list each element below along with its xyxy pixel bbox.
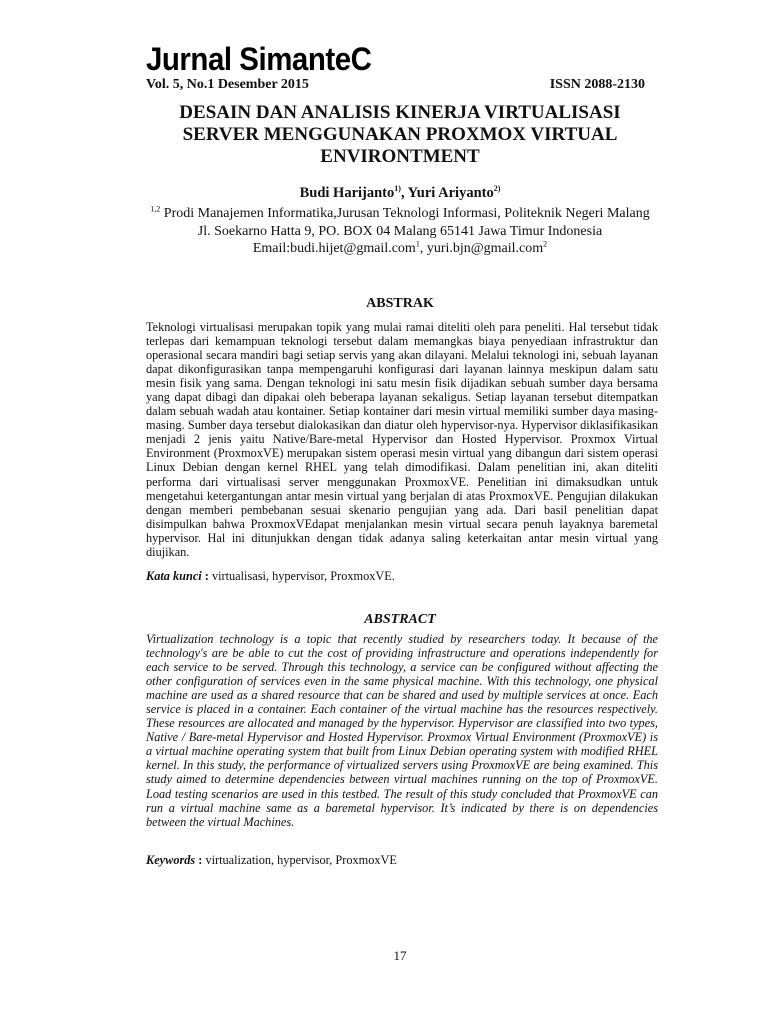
keywords-label: Keywords bbox=[146, 853, 196, 867]
affiliation-superscript: 1,2 bbox=[150, 204, 161, 214]
abstrak-body: Teknologi virtualisasi merupakan topik yang mulai ramai diteliti oleh para peneliti. Hal tersebut tidak terlepas dari kemampuan teknologi tersebut dalam memangkas biaya penyediaan infrastruktur dan operasional secara mandiri bagi setiap servis yang akan dilayani. Melalui teknologi ini, sebuah layanan dapat dikonfigurasikan tanpa mempengaruhi konfigurasi dari layanan lainnya meskipun dalam satu mesin fisik yang sama. Dengan teknologi ini satu mesin fisik dijadikan sebuah sumber daya bersama yang dapat dibagi dan dipakai oleh beberapa layanan sekaligus. Setiap layanan tersebut ditempatkan dalam sebuah wadah atau kontainer. Setiap kontainer dari mesin virtual memiliki sumber daya masing-masing. Sumber daya tersebut dialokasikan dan diatur oleh hypervisor-nya. Hypervisor diklasifikasikan menjadi 2 jenis yaitu Native/Bare-metal Hypervisor dan Hosted Hypervisor. Proxmox Virtual Environment (ProxmoxVE) merupakan sistem operasi mesin virtual yang dibangun dari sistem operasi Linux Debian dengan kernel RHEL yang telah dimodifikasi. Dalam penelitian ini, akan diteliti performa dari virtualisasi server menggunakan ProxmoxVE. Penelitian ini dimaksudkan untuk mengetahui ketergantungan antar mesin virtual yang berjalan di atas ProxmoxVE. Pengujian dilakukan dengan memberi pembebanan sesuai skenario pengujian yang ada. Dari basil penelitian dapat disimpulkan bahwa ProxmoxVEdapat menjalankan mesin virtual secara penuh layaknya baremetal hypervisor. Hal ini ditunjukkan dengan tidak adanya saling keterkaitan antar mesin virtual yang diujikan. bbox=[146, 320, 658, 559]
author-separator: , bbox=[400, 185, 408, 201]
email-text: , yuri.bjn@gmail.com bbox=[419, 241, 544, 256]
keywords-text: virtualization, hypervisor, ProxmoxVE bbox=[205, 853, 397, 867]
kata-kunci bbox=[146, 569, 395, 584]
affiliation-text: Prodi Manajemen Informatika,Jurusan Teknologi Informasi, Politeknik Negeri Malang bbox=[160, 206, 650, 221]
issn: ISSN 2088-2130 bbox=[549, 77, 645, 92]
address-line: Jl. Soekarno Hatta 9, PO. BOX 04 Malang 65141 Jawa Timur Indonesia bbox=[197, 224, 603, 239]
author-superscript: 1) bbox=[394, 184, 401, 194]
title-line: SERVER MENGGUNAKAN PROXMOX VIRTUAL bbox=[182, 124, 618, 145]
journal-logo: Jurnal SimanteC bbox=[146, 41, 372, 77]
page-number: 17 bbox=[393, 948, 407, 963]
keywords-text: virtualisasi, hypervisor, ProxmoxVE. bbox=[211, 569, 395, 583]
keywords-label: Kata kunci bbox=[146, 569, 202, 583]
author-name: Yuri Ariyanto bbox=[407, 185, 494, 201]
email-superscript: 2 bbox=[543, 239, 548, 249]
abstract-body: Virtualization technology is a topic that recently studied by researchers today. It because of the technology's are be able to cut the cost of providing infrastructure and operations independently for each service to be served. Through this technology, a service can be configured without affecting the other configuration of services even in the same physical machine. With this technology, one physical machine are used as a shared resource that can be shared and used by multiple services at once. Each service is placed in a container. Each container of the virtual machine has the resources respectively. These resources are allocated and managed by the hypervisor. Hypervisor are classified into two types, Native / Bare-metal Hypervisor and Hosted Hypervisor. Proxmox Virtual Environment (ProxmoxVE) is a virtual machine operating system that built from Linux Debian operating system with modified RHEL kernel. In this study, the performance of virtualized servers using ProxmoxVE are being examined. This study aimed to determine dependencies between virtual machines running on the top of ProxmoxVE. Load testing scenarios are used in this testbed. The result of this study concluded that ProxmoxVE can run a virtual machine same as a baremetal hypervisor. It’s indicated by there is on dependencies between the virtual Machines. bbox=[146, 632, 658, 829]
authors bbox=[140, 185, 660, 202]
email-text: Email:budi.hijet@gmail.com bbox=[252, 241, 416, 256]
paper-title bbox=[140, 102, 660, 168]
title-line: DESAIN DAN ANALISIS KINERJA VIRTUALISASI bbox=[179, 102, 621, 123]
email-superscript: 1 bbox=[415, 239, 420, 249]
title-line: ENVIRONTMENT bbox=[320, 146, 480, 167]
author-superscript: 2) bbox=[493, 184, 501, 194]
keywords-separator: : bbox=[201, 569, 212, 583]
author-name: Budi Harijanto bbox=[299, 185, 395, 201]
abstract-heading: ABSTRACT bbox=[364, 612, 436, 627]
keywords bbox=[146, 853, 397, 868]
abstrak-heading: ABSTRAK bbox=[366, 296, 434, 311]
email-line bbox=[140, 241, 660, 257]
volume-info: Vol. 5, No.1 Desember 2015 bbox=[146, 77, 309, 92]
keywords-separator: : bbox=[195, 853, 206, 867]
affiliation-line bbox=[140, 206, 660, 222]
